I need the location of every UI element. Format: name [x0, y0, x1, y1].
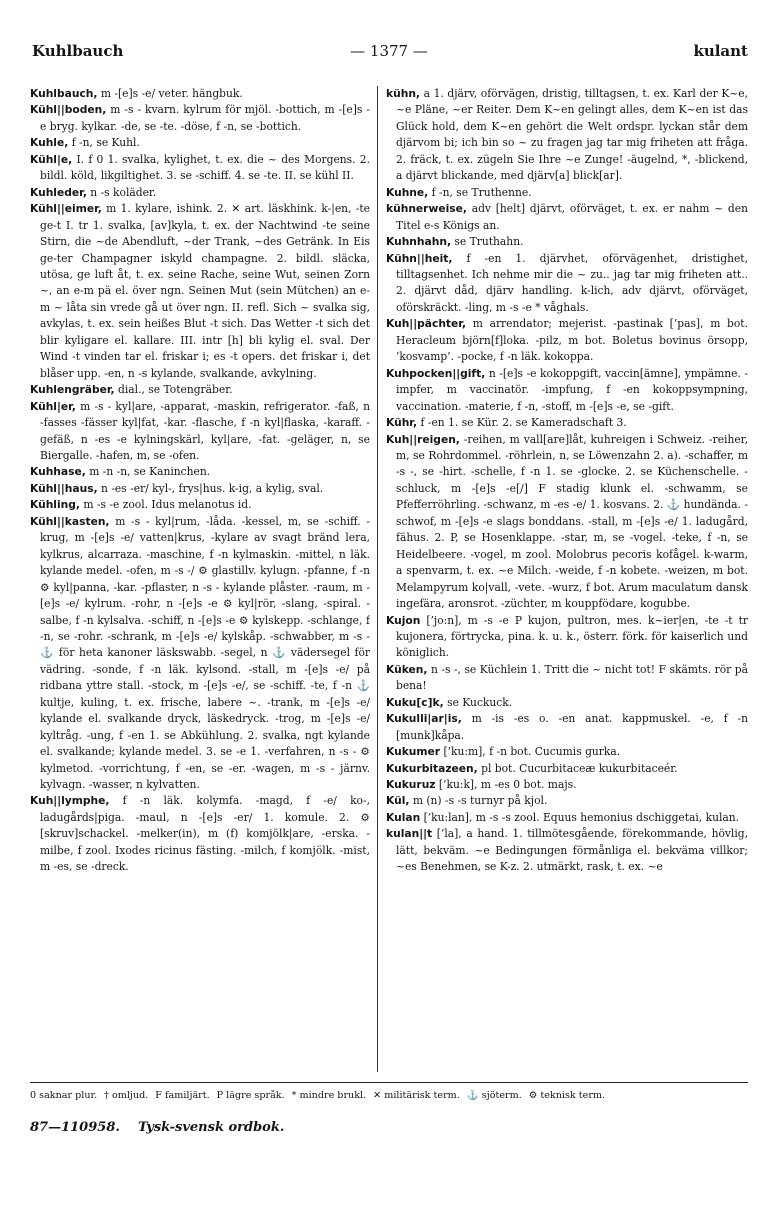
dictionary-entry: [30, 86, 370, 102]
entry-definition: I. f 0 1. svalka, kylighet, t. ex. die ~ des Morgens. 2. bildl. köld, likgiltighet. 3. se -schiff. 4. se -te. II. se kühl II.: [40, 152, 370, 183]
page-header: [30, 38, 748, 66]
dictionary-entry: [30, 185, 370, 201]
entry-headword: Kuhne,: [386, 185, 429, 199]
entry-definition: m -s - kvarn. kylrum för mjöl. -bottich, m -[e]s -e bryg. kylkar. -de, se -te. -döse, f -n, se -bottich.: [40, 103, 370, 133]
dictionary-entry: [30, 152, 370, 185]
legend-item: * mindre brukl.: [291, 1090, 367, 1101]
dictionary-entry: [30, 793, 370, 875]
entry-headword: kulan||t: [386, 827, 433, 841]
dictionary-entry: [386, 777, 748, 793]
entry-definition: adv [helt] djärvt, oförväget, t. ex. er nahm ~ den Titel e-s Königs an.: [396, 202, 748, 232]
entry-definition: n -s koläder.: [86, 185, 157, 199]
entry-definition: f -en 1. djärvhet, oförvägenhet, dristighet, tilltagsenhet. Ich nehme mir die ~ zu.. jag tar mig friheten att.. 2. djärvt dåd, djärv handling. k-lich, adv djärvt, oförväget, oförskräckt. -ling, m -s -e * våghals.: [396, 251, 748, 314]
legend-item: F familjärt.: [155, 1090, 210, 1101]
column-divider: [377, 86, 378, 1072]
legend-item: † omljud.: [104, 1090, 149, 1101]
dictionary-entry: [386, 415, 748, 431]
entry-headword: Kühling,: [30, 498, 80, 512]
page-number: — 1377 —: [350, 42, 428, 60]
entry-definition: m -[e]s -e/ veter. hängbuk.: [97, 87, 243, 100]
entry-headword: Kuhlengräber,: [30, 383, 115, 397]
legend-item: ⚓ sjöterm.: [466, 1090, 522, 1101]
entry-definition: se Truthahn.: [451, 235, 524, 249]
dictionary-entry: [386, 185, 748, 201]
dictionary-entry: [30, 481, 370, 497]
entry-headword: Kuhlbauch,: [30, 87, 98, 100]
entry-definition: n -[e]s -e kokoppgift, vaccin[ämne], ympämne. -impfer, m vaccinatör. -impfung, f -en kokoppsympning, vaccination. -materie, f -n, -stoff, m -[e]s -e, se -gift.: [396, 366, 748, 413]
entry-headword: Kuh||pächter,: [386, 317, 467, 331]
dictionary-entry: [30, 102, 370, 135]
entry-headword: Kukumer: [386, 745, 441, 759]
entry-definition: dial., se Totengräber.: [114, 383, 233, 397]
entry-headword: Kukuruz: [386, 778, 436, 792]
dictionary-entry: [386, 711, 748, 744]
header-first-word: Kuhlbauch: [32, 42, 124, 60]
entry-headword: Kühl||eimer,: [30, 202, 102, 216]
entry-definition: n -s -, se Küchlein 1. Tritt die ~ nicht tot! F skämts. rör på bena!: [396, 662, 748, 693]
entry-definition: [’ku:m], f -n bot. Cucumis gurka.: [440, 745, 621, 759]
dictionary-entry: [386, 366, 748, 415]
entry-definition: f -en 1. se Kür. 2. se Kameradschaft 3.: [417, 416, 627, 430]
dictionary-columns: [30, 86, 748, 1072]
entry-headword: Kulan: [386, 810, 421, 824]
entry-headword: Kühl||boden,: [30, 103, 107, 117]
legend-item: P lägre språk.: [216, 1090, 285, 1101]
footer-rule: [30, 1082, 748, 1083]
entry-definition: m 1. kylare, ishink. 2. ✕ art. läskhink. k-|en, -te ge-t I. tr 1. svalka, [av]kyla, t. ex. der Nachtwind -te seine Stirn, die ~de Abendluft, ~der Trank, ~des Getränk. In Eis ge-ter Champagner iskyld champagne. 2. bildl. släcka, utösa, ge luft åt, t. ex. seine Rache, seine Wut, seinen Zorn ~, an e-m pä el. över ngn. Seinen Mut (sein Mütchen) an e-m ~ låta sin vrede gå ut över ngn. II. refl. Sich ~ svalka sig, avkylas, t. ex. sein heißes Blut -t sich. Das Wetter -t sich det blir kyligare el. kallare. III. intr [h] bli kylig el. sval. Der Wind -t vinden tar el. friskar i; es -t opers. det friskar i, det blåser upp. -en, n -s kylande, svalkande, avkylning.: [40, 202, 370, 380]
entry-definition: m arrendator; mejerist. -pastinak [’pas], m bot. Heracleum björn[f]loka. -pilz, m bot. Boletus bovinus örsopp, ’kosvamp’. -pocke, f -n läk. kokoppa.: [396, 317, 748, 364]
entry-headword: Kühn||heit,: [386, 251, 453, 265]
abbreviation-legend: [30, 1090, 748, 1101]
entry-headword: Kujon: [386, 613, 421, 627]
dictionary-entry: [386, 826, 748, 875]
dictionary-entry: [386, 251, 748, 317]
entry-headword: kühn,: [386, 87, 420, 100]
entry-headword: Kukulli|ar|is,: [386, 712, 462, 726]
dictionary-entry: [30, 464, 370, 480]
entry-definition: [’la], a hand. 1. tillmötesgående, förekommande, hövlig, lätt, bekväm. ~e Bedingungen förmånliga el. bekväma villkor; ~es Benehmen, se K-z. 2. utmärkt, rask, t. ex. ~e: [396, 827, 748, 874]
entry-definition: m (n) -s -s turnyr på kjol.: [409, 794, 548, 808]
entry-headword: Kuh||reigen,: [386, 432, 460, 446]
legend-item: ✕ militärisk term.: [373, 1090, 460, 1101]
dictionary-entry: [386, 613, 748, 662]
entry-definition: f -n, se Kuhl.: [68, 136, 140, 150]
left-column: [30, 86, 370, 1072]
entry-definition: m -s -e zool. Idus melanotus id.: [79, 498, 252, 512]
entry-definition: a 1. djärv, oförvägen, dristig, tilltagsen, t. ex. Karl der K~e, ~e Pläne, ~er Reiter. Dem K~en gelingt alles, dem K~en ist das Glück hold, dem K~en gehört die Welt ordspr. lyckan står dem djärvom bi; ich bin so ~ zu fragen jag tar mig friheten att fråga. 2. fräck, t. ex. zügeln Sie Ihre ~e Zunge! -äugelnd, *, -blickend, a djärvt blickande, med djärv[a] blick[ar].: [396, 87, 748, 183]
dictionary-entry: [386, 316, 748, 365]
signature-number: 87—110958.: [30, 1120, 120, 1135]
entry-headword: Küken,: [386, 662, 428, 676]
entry-definition: [’ku:lan], m -s -s zool. Equus hemonius dschiggetai, kulan.: [420, 810, 740, 824]
dictionary-entry: [386, 234, 748, 250]
entry-definition: se Kuckuck.: [443, 695, 513, 709]
right-column: [386, 86, 748, 1072]
entry-headword: Kühr,: [386, 416, 418, 430]
entry-definition: m -is -es o. -en anat. kappmuskel. -e, f -n [munk]kåpa.: [396, 712, 748, 742]
dictionary-entry: [386, 810, 748, 826]
entry-definition: m -s - kyl|rum, -låda. -kessel, m, se -schiff. -krug, m -[e]s -e/ vatten|krus, -kylare av svagt bränd lera, kylkrus, alcarraza. -maschine, f -n kylmaskin. -mittel, n läk. kylande medel. -ofen, m -s -/ ⚙ glastillv. kylugn. -pfanne, f -n ⚙ kyl|panna, -kar. -pflaster, n -s - kylande plåster. -raum, m -[e]s -e/ kylrum. -rohr, n -[e]s -e ⚙ kyl|rör, -slang, -spiral. -salbe, f -n kylsalva. -schiff, n -[e]s -e ⚙ kylskepp. -schlange, f -n, se -rohr. -schrank, m -[e]s -e/ kylskåp. -schwabber, m -s - ⚓ för heta kanoner läskswabb. -segel, n ⚓ vädersegel för vädring. -sonde, f -n läk. kylsond. -stall, m -[e]s -e/ på ridbana yttre stall. -stock, m -[e]s -e/, se -schiff. -te, f -n ⚓ kultje, kuling, t. ex. frische, labere ~. -trank, m -[e]s -e/ kylande el. svalkande dryck, läskedryck. -trog, m -[e]s -e/ kyltråg. -ung, f -en 1. se Abkühlung. 2. svalka, ngt kylande el. svalkande; kylande medel. 3. se -e 1. -verfahren, n -s - ⚙ kylmetod. -vorrichtung, f -en, se -er. -wagen, m -s - järnv. kylvagn. -wasser, n kylvatten.: [40, 514, 370, 792]
entry-headword: Kuhnhahn,: [386, 235, 452, 249]
entry-headword: Kuhpocken||gift,: [386, 366, 486, 380]
legend-item: 0 saknar plur.: [30, 1090, 98, 1101]
entry-headword: Kukurbitazeen,: [386, 761, 478, 775]
dictionary-entry: [386, 744, 748, 760]
entry-headword: Kuh||lymphe,: [30, 794, 110, 808]
dictionary-entry: [30, 399, 370, 465]
header-last-word: kulant: [693, 42, 748, 60]
dictionary-entry: [30, 497, 370, 513]
entry-headword: Kuhleder,: [30, 185, 87, 199]
entry-definition: [’jo:n], m -s -e P kujon, pultron, mes. k~ier|en, -te -t tr kujonera, förtrycka, pina. k. u. k., österr. förk. för kaiserlich und königlich.: [396, 613, 748, 660]
entry-headword: Kuhhase,: [30, 465, 86, 479]
dictionary-entry: [30, 382, 370, 398]
entry-definition: -reihen, m vall[are]låt, kuhreigen i Schweiz. -reiher, m, se Rohrdommel. -röhrlein, n, se Löwenzahn 2. a). -schaffer, m -s -, se -hirt. -schelle, f -n 1. se -glocke. 2. se Küchenschelle. -schluck, m -[e]s -e[/] F stadig klunk el. -schwamm, se Pfefferröhrling. -schwanz, m -es -e/ 1. kosvans. 2. ⚓ hundända. -schwof, m -[e]s -e slags bonddans. -stall, m -[e]s -e/ 1. ladugård, fähus. 2. P, se Hosenklappe. -star, m, se -vogel. -teke, f -n, se Heidelbeere. -vogel, m zool. Molobrus pecoris kofågel. k-warm, a spenvarm, t. ex. ~e Milch. -weide, f -n kobete. -weizen, m bot. Melampyrum ko|vall, -vete. -wurz, f bot. Arum maculatum dansk ingefära, aronsrot. -züchter, m kouppfödare, kogubbe.: [396, 432, 748, 611]
entry-definition: [’ku:k], m -es 0 bot. majs.: [435, 778, 577, 792]
entry-headword: Kuku[c]k,: [386, 695, 444, 709]
dictionary-entry: [386, 695, 748, 711]
entry-definition: m -n -n, se Kaninchen.: [85, 465, 211, 479]
entry-definition: n -es -er/ kyl-, frys|hus. k-ig, a kylig, sval.: [97, 481, 324, 495]
entry-definition: pl bot. Cucurbitaceæ kukurbitaceér.: [477, 761, 678, 775]
dictionary-entry: [386, 86, 748, 185]
entry-headword: Kühl|e,: [30, 152, 73, 166]
dictionary-entry: [30, 514, 370, 794]
book-title: Tysk-svensk ordbok.: [138, 1120, 285, 1135]
entry-headword: Kühl||kasten,: [30, 514, 110, 528]
entry-headword: Kühl|er,: [30, 399, 76, 413]
entry-definition: f -n läk. kolymfa. -magd, f -e/ ko-, ladugårds|piga. -maul, n -[e]s -er/ 1. komule. 2. ⚙ [skruv]schackel. -melker(in), m (f) komjölk|are, -erska. -milbe, f zool. Ixodes ricinus fästing. -milch, f komjölk. -mist, m -es, se -dreck.: [40, 794, 370, 874]
dictionary-entry: [386, 662, 748, 695]
entry-definition: m -s - kyl|are, -apparat, -maskin, refrigerator. -faß, n -fasses -fässer kyl|fat, -kar. -flasche, f -n kyl|flaska, -karaff. -gefäß, n -es -e kylningskärl, kyl|are, -fat. -geläger, n, se Biergalle. -hafen, m, se -ofen.: [40, 399, 370, 462]
entry-headword: Kuhle,: [30, 136, 69, 150]
print-signature: [30, 1120, 284, 1135]
entry-headword: Kül,: [386, 794, 410, 808]
entry-headword: Kühl||haus,: [30, 481, 98, 495]
dictionary-entry: [386, 201, 748, 234]
dictionary-entry: [386, 793, 748, 809]
entry-definition: f -n, se Truthenne.: [428, 185, 532, 199]
legend-item: ⚙ teknisk term.: [528, 1090, 606, 1101]
dictionary-entry: [30, 201, 370, 382]
dictionary-entry: [386, 432, 748, 613]
dictionary-page: [30, 38, 748, 1135]
entry-headword: kühnerweise,: [386, 202, 467, 216]
dictionary-entry: [30, 135, 370, 151]
dictionary-entry: [386, 761, 748, 777]
